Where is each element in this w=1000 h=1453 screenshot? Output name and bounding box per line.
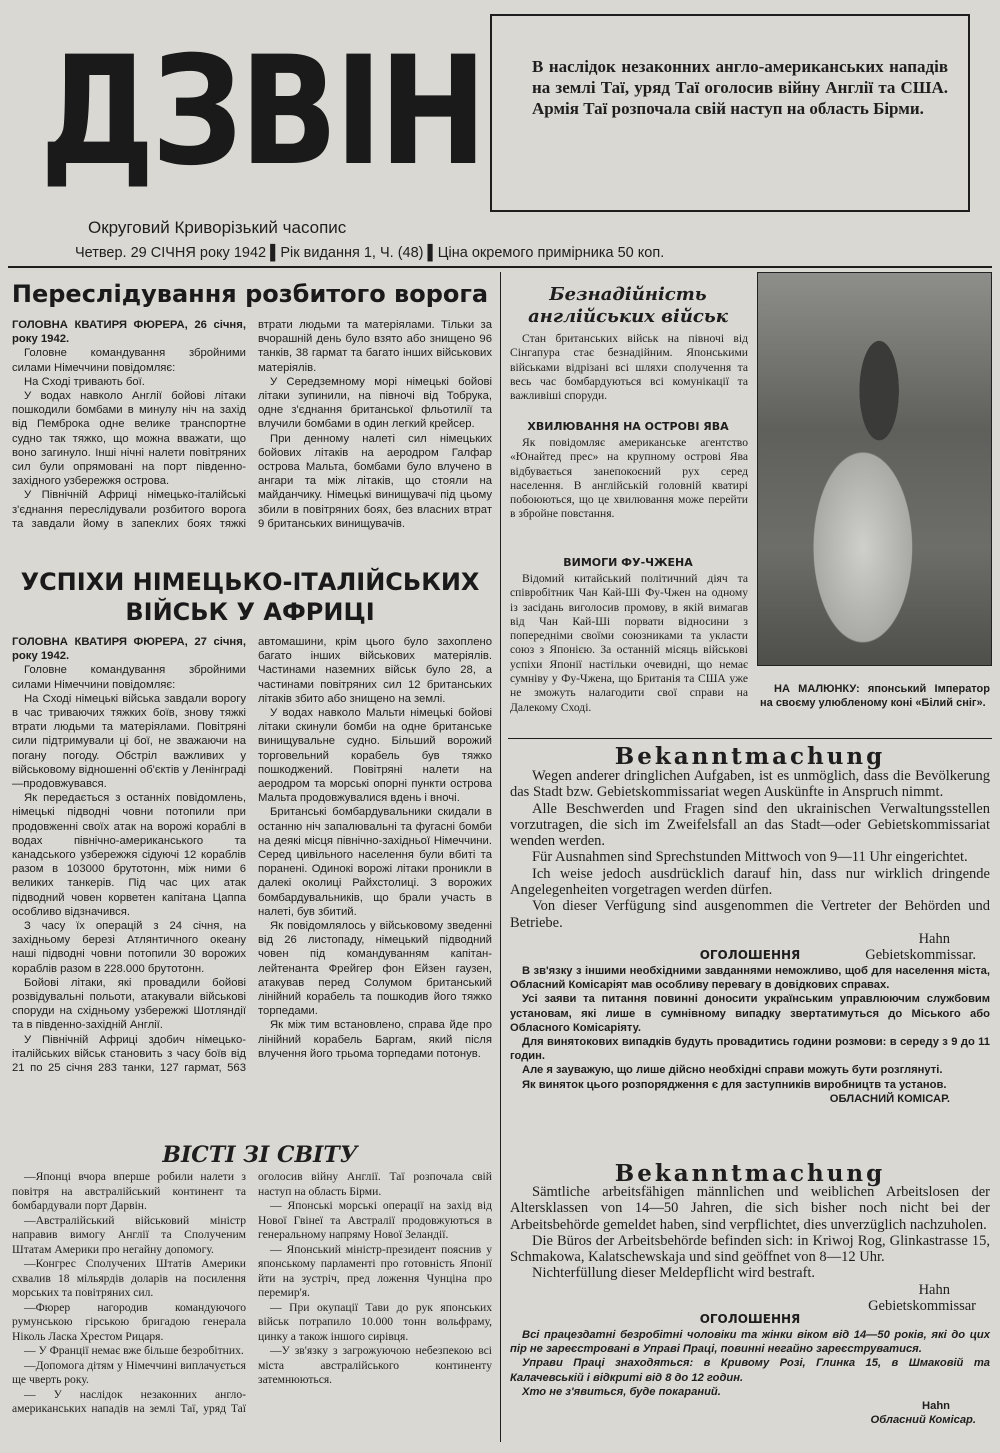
article2-p4: Як передається з останніх повідомлень, німецькі підводні човни потопили при продовженні своїх атак на ворожі кораблі в водах північно-американського та канадського узбережжя сідуючі 12 кораблів разом в 103000 брутотонн, між ними 6 великих танкерів. Під час цих атак підводний човен корветен капітана Цаппа особливо відзначився. [12,792,246,918]
notice1-uk-p1: В зв'язку з іншими необхідними завданнями неможливо, щоб для населення міста, Обласний Комісаріят мав особливу перевагу в довідкових справах. [510,965,990,992]
photo-caption [760,682,990,710]
notice2-de-signature-title: Gebietskommissar [868,1298,976,1315]
article4-title-line1: Безнадійність [549,284,707,305]
article2-p10: Як повідомлялось у військовому зведенні від 26 листопаду, німецький підводний човен під командуванням капітан-лейтенанта Фрейгер фон Ейзен гаузен, атакував перед Солумом британський лінійний корабель та пошкодив його тяжко торпедами. [258,920,492,1018]
notice1-de-body [510,768,990,964]
notice1-de-title: Bekanntmachung [614,743,886,770]
notice2-de-title: Bekanntmachung [614,1160,886,1187]
header-rule [8,266,992,268]
notice2-uk-title: ОГОЛОШЕННЯ [699,1312,801,1326]
article2-p9: Британські бомбардувальники скидали в останню ніч запалювальні та фугасні бомби на деякі місця північно-західньої Німеччини. Серед цивільного населення були вбиті та поранені. Одинокі ворожі літаки проникли в далекі околиці Райхстолиці. З ворожих бомбардувальників, що брали участь в налеті, був збитий. [258,806,492,918]
article1-p2: Головне командування збройними силами Німеччини повідомляє: [12,347,246,374]
article5-body [510,436,748,522]
notice1-uk-p2: Усі заяви та питання повинні доносити українським управлюючим службовим установам, які лише в сумнівному випадку звертатимуться до Міського або Обласного Комісаріяту. [510,993,990,1034]
article1-p3: На Сході тривають бої. [24,375,145,388]
article2-body [12,635,492,1135]
notice1-uk-title: ОГОЛОШЕННЯ [699,948,801,962]
notice1-de-p2: Alle Beschwerden und Fragen sind den ukrainischen Verwaltungsstellen vorzutragen, die sich im Zweifelsfall an das Stadt—oder Gebietskommissariat wenden werden. [510,800,990,850]
article4-text: Стан британських військ на півночі від Сінгапура стає безнадійним. Японськими військами відрізані всі шляхи сполучення та весь час бомбардуються всі комунікації та важливіші споруди. [510,332,748,403]
article6-body [510,572,748,715]
article2-p5: З часу їх операцій з 24 січня, на західньому березі Атлянтичного океану наші підводні човни потопили 30 ворожих кораблів разом в 228.000 брутотонн. [12,920,246,975]
photo-caption-text: НА МАЛЮНКУ: японський Імператор на своєму улюбленому коні «Білий сніг». [760,683,990,709]
article3-p8: — Японські морські операції на захід від Нової Гвінеї та Австралії продовжуються в генеральному напряму Нової Зеландії. [258,1199,492,1241]
article4-title-line2: англійських військ [528,306,728,327]
article1-body [12,318,492,558]
notice1-de-p5: Von dieser Verfügung sind ausgenommen die Vertreter der Behörden und Betriebe. [510,898,990,931]
notice1-uk-signature: ОБЛАСНИЙ КОМІСАР. [829,1092,950,1105]
article2-p6: Бойові літаки, які провадили бойові розвідувальні польоти, атакували військові споруди на східньому узбережжі Шотляндії та в південно-західній Англії. [12,976,246,1032]
emperor-horse-photo [757,272,992,666]
article2-p7: У Північній Африці здобич німецько-італійських військ становить з часу боїв від 21 по 25 січня 283 танки, 127 гармат, 563 автомашини, крім цього було захоплено багато інших військових матеріялів. Частинами наземних військ було 28, а частинами повітряних сил 12 британських літаків збито або знищено на землі. [12,636,492,1075]
article2-p1: ГОЛОВНА КВАТИРЯ ФЮРЕРА, 27 січня, року 1942. [12,636,246,663]
notice1-de-signature-title: Gebietskommissar. [865,947,976,964]
article3-p5: — У Франції немає вже більше безробітних. [24,1344,244,1357]
notice2-uk-signature-name: Hahn [922,1400,950,1413]
notice2-de-body [510,1184,990,1314]
notice2-uk-p1: Всі працездатні безробітні чоловіки та жінки віком від 14—50 років, які до цих пір не зареєстровані в Управі Праці, повинні негайно зареєструватися. [510,1329,990,1356]
article1-p6: У Середземному морі німецькі бойові літаки зупинили, на півночі від Тобрука, одне з'єднання британської фльотилії та влучили бомбами в один легкий крейсер. [258,375,492,431]
notice2-de-p1: Sämtliche arbeitsfähigen männlichen und weiblichen Arbeitslosen der Altersklassen von 14—50 Jahren, die sich bisher noch nicht bei der Arbeitsbehörde gemeldet haben, sind verpflichtet, dies unverzüglich nachzuholen. [510,1184,990,1233]
article2-title-line1: УСПІХИ НІМЕЦЬКО-ІТАЛІЙСЬКИХ [20,568,480,596]
column-divider [500,272,501,1442]
article6-title: ВИМОГИ ФУ-ЧЖЕНА [563,556,693,569]
notice2-uk-body [510,1328,990,1427]
article2-title-line2: ВІЙСЬК У АФРИЦІ [125,598,375,626]
notice1-de-p3: Für Ausnahmen sind Sprechstunden Mittwoch von 9—11 Uhr eingerichtet. [532,849,968,866]
article1-p1: ГОЛОВНА КВАТИРЯ ФЮРЕРА, 26 січня, року 1942. [12,319,246,346]
article3-body [12,1170,492,1440]
notice2-uk-p2: Управи Праці знаходяться: в Кривому Розі, Глинка 15, в Шмаковій та Калачевській і відкриті від 8 до 12 годин. [510,1357,990,1384]
article3-p11: —У зв'язку з загрожуючою небезпекою всі міста австралійського континенту затемнюються. [258,1344,492,1386]
article5-text: Як повідомляє американське агентство «Юнайтед прес» на крупному острові Ява відбувається занепокоєний рух серед населення. В англійській головній кватирі побоюються, що це хвилювання може перейти в збройне повстання. [510,436,748,521]
article3-p1: —Японці вчора вперше робили налети з повітря на австралійський континент та бомбардували порт Дарвін. [12,1170,246,1212]
article4-body [510,332,748,403]
article5-title: ХВИЛЮВАННЯ НА ОСТРОВІ ЯВА [527,420,729,433]
notice1-uk-p5: Як виняток цього розпорядження є для заступників виробництв та установ. [522,1078,947,1091]
article3-p10: — При окупації Тави до рук японських військ потрапило 10.000 тонн вольфраму, цинку а також іншого сирівця. [258,1300,492,1343]
article2-p8: У водах навколо Мальти німецькі бойові літаки скинули бомби на одне британське винищувальне судно. Більший ворожий торговельний корабель був тяжко пошкоджений. Повітряні налети на аеродром та морські опорні пункти острова Мальта продовжувалися вдень і вночі. [258,707,492,805]
article2-p3: На Сході німецькі війська завдали ворогу в час триваючих тяжких боїв, знову тяжкі втрати людьми та матеріялами. Повітряні сили підтримували ці бої, не зважаючи на погану погоду. Обстріл важливих у військовому відношенні об'єктів у Ленінграді—продовжувався. [12,692,246,791]
article2-p11: Як між тим встановлено, справа йде про лінійний корабель Баргам, який після влучення його трьома торпедами потонув. [258,1019,492,1060]
article3-p6: —Допомога дітям у Німеччині виплачується ще чверть року. [12,1358,246,1386]
article1-title: Переслідування розбитого ворога [11,280,489,308]
dateline: Четвер. 29 СІЧНЯ року 1942 ▌Рік видання 1, Ч. (48) ▌Ціна окремого примірника 50 коп. [75,245,665,261]
notice2-de-p2: Die Büros der Arbeitsbehörde befinden sich: in Kriwoj Rog, Glinkastrasse 15, Schmakowa, Kalatschewskaja und sind geöffnet von 8—12 Uhr. [510,1232,990,1266]
notice2-de-p3: Nichterfüllung dieser Meldepflicht wird bestraft. [532,1265,816,1282]
article1-p7: При денному налеті сил німецьких бойових літаків на аеродром Галфар острова Мальта, бомбами було влучено в ангари та між літаків, що стояли на майданчику. Німецькі винищувачі під цьому збили в повітряних боях, без власних втрат 9 британських винищувачів. [258,432,492,530]
notice1-uk-p4: Але я зауважую, що лише дійсно необхідні справи можуть бути розглянуті. [522,1064,943,1077]
notice2-de-signature-name: Hahn [918,1281,950,1298]
article3-p2: —Австралійський військовий міністр направив вимогу Англії та Сполученим Штатам Америки про негайну допомогу. [12,1213,246,1256]
article1-p5: У Північній Африці німецько-італійські з'єднання переслідували розбитого ворога та завдали йому в запеклих боях тяжкі втрати людьми та матеріялами. Тільки за вчорашній день було взято або знищено 96 танків, 38 гармат та багато інших військових матеріялів. [12,319,492,530]
notice1-de-p4: Ich weise jedoch ausdrücklich darauf hin, dass nur wirklich dringende Angelegenheiten vorgetragen werden dürfen. [510,865,990,899]
notice1-uk-body [510,964,990,1106]
article3-p7: — У наслідок незаконних англо-американських нападів на землі Таї, уряд Таї оголосив війну Англії. Таї розпочала свій наступ на область Бірми. [12,1170,492,1415]
article3-p3: —Конгрес Сполучених Штатів Америки схвалив 18 мільярдів доларів на посилення морських та повітряних сил. [12,1257,246,1299]
lead-box-text: В наслідок незаконних англо-американських нападів на землі Таї, уряд Таї оголосив війну Англії та США. Армія Таї розпочала свій наступ на область Бірми. [532,57,948,118]
article1-p4: У водах навколо Англії бойові літаки пошкодили бомбами в минулу ніч на захід від Пемброка одне велике транспортне судно так тяжко, що можна вважати, що воно загинуло. Інші нічні налети повітряних сил були опрямовані на порт південно-західного узбережжя острова. [12,390,246,488]
article2-p2: Головне командування збройними силами Німеччини повідомляє: [12,664,246,691]
masthead-subtitle: Округовий Криворізький часопис [88,218,347,237]
lead-box [490,14,970,212]
article3-p9: — Японський міністр-президент пояснив у японському парламенті про готовність Японії йти на зустріч, пред ложення Чунціна про перемир'я. [258,1242,492,1299]
notice2-uk-signature-title: Обласний Комісар. [870,1414,976,1427]
notice1-uk-p3: Для винятокових випадків будуть провадитись години розмови: в середу з 9 до 11 годин. [510,1036,990,1063]
notice2-uk-p3: Хто не з'явиться, буде покараний. [522,1385,721,1398]
notice-top-rule [508,738,992,739]
article3-title: ВІСТІ ЗІ СВІТУ [162,1142,358,1168]
article3-p4: —Фюрер нагородив командуючого румунською гірською бригадою генерала Ніколь Ласка Хрестом Рицаря. [12,1300,246,1343]
notice1-de-p1: Wegen anderer dringlichen Aufgaben, ist es unmöglich, dass die Bevölkerung das Stadt bzw. Gebietskommissariat wegen Auskünfte in Anspruch nimmt. [510,768,990,801]
article6-text: Відомий китайський політичний діяч та співробітник Чан Кай-Ші Фу-Чжен на одному із засідань виголосив промову, в якій вимагав від Чан Кай-Ші порвати відносини з попередніми своїми союзниками та укласти союз з Японією. За останній місяць військові успіхи Японії настільки очевидні, що немає сумніву у Фу-Чжена, що Британія та США уже не зможуть налагодити свої справи на Далекому Сході. [510,572,748,714]
notice1-de-signature-name: Hahn [918,930,950,947]
masthead-title: ДЗВІН [40,25,484,199]
